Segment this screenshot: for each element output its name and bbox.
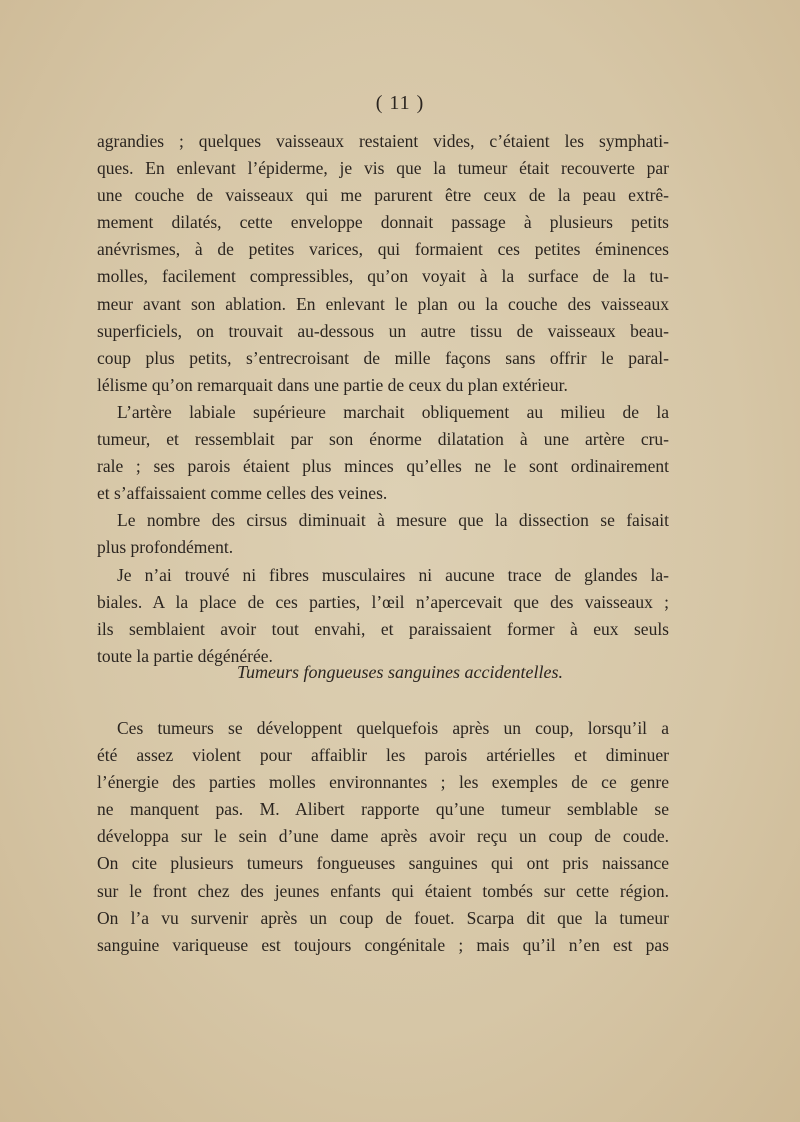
text-line: développa sur le sein d’une dame après avoir reçu un coup de coude. bbox=[97, 826, 669, 847]
text-line: agrandies ; quelques vaisseaux restaient vides, c’étaient les symphati- bbox=[97, 131, 669, 151]
text-line: biales. A la place de ces parties, l’œil n’apercevait que des vaisseaux ; bbox=[97, 591, 669, 612]
text-line: lélisme qu’on remarquait dans une partie de ceux du plan extérieur. bbox=[97, 374, 568, 395]
text-line: molles, facilement compressibles, qu’on voyait à la surface de la tu- bbox=[97, 266, 669, 287]
text-line: tumeur, et ressemblait par son énorme dilatation à une artère cru- bbox=[97, 429, 669, 450]
text-line: sur le front chez des jeunes enfants qui étaient tombés sur cette région. bbox=[97, 880, 669, 901]
text-line: Le nombre des cirsus diminuait à mesure que la dissection se faisait bbox=[117, 510, 669, 531]
text-line: ne manquent pas. M. Alibert rapporte qu’une tumeur semblable se bbox=[97, 799, 669, 820]
text-line: une couche de vaisseaux qui me parurent être ceux de la peau extrê- bbox=[97, 185, 669, 206]
text-line: plus profondément. bbox=[97, 537, 234, 558]
text-line: et s’affaissaient comme celles des veines. bbox=[97, 483, 388, 504]
text-block-bottom bbox=[97, 715, 669, 959]
text-line: superficiels, on trouvait au-dessous un autre tissu de vaisseaux beau- bbox=[97, 320, 669, 341]
text-block-top bbox=[97, 128, 669, 670]
text-line: sanguine variqueuse est toujours congénitale ; mais qu’il n’en est pas bbox=[97, 934, 669, 955]
page-number: ( 11 ) bbox=[375, 92, 425, 114]
section-heading: Tumeurs fongueuses sanguines accidentelles. bbox=[237, 662, 563, 682]
text-line: ils semblaient avoir tout envahi, et paraissaient former à eux seuls bbox=[97, 618, 669, 639]
text-line: rale ; ses parois étaient plus minces qu’elles ne le sont ordinairement bbox=[97, 456, 669, 477]
text-line: anévrismes, à de petites varices, qui formaient ces petites éminences bbox=[97, 239, 669, 260]
text-line: Ces tumeurs se développent quelquefois après un coup, lorsqu’il a bbox=[117, 718, 669, 738]
text-line: coup plus petits, s’entrecroisant de mille façons sans offrir le paral- bbox=[97, 347, 669, 368]
text-line: été assez violent pour affaiblir les parois artérielles et diminuer bbox=[97, 745, 669, 766]
text-line: ques. En enlevant l’épiderme, je vis que la tumeur était recouverte par bbox=[97, 158, 669, 179]
text-line: On cite plusieurs tumeurs fongueuses sanguines qui ont pris naissance bbox=[97, 853, 669, 874]
text-line: On l’a vu survenir après un coup de fouet. Scarpa dit que la tumeur bbox=[97, 907, 669, 928]
text-line: mement dilatés, cette enveloppe donnait passage à plusieurs petits bbox=[97, 212, 669, 233]
text-line: toute la partie dégénérée. bbox=[97, 645, 273, 666]
text-line: l’énergie des parties molles environnantes ; les exemples de ce genre bbox=[97, 772, 669, 793]
text-line: Je n’ai trouvé ni fibres musculaires ni aucune trace de glandes la- bbox=[117, 564, 669, 585]
text-line: meur avant son ablation. En enlevant le plan ou la couche des vaisseaux bbox=[97, 293, 669, 314]
text-line: L’artère labiale supérieure marchait obliquement au milieu de la bbox=[117, 401, 669, 422]
